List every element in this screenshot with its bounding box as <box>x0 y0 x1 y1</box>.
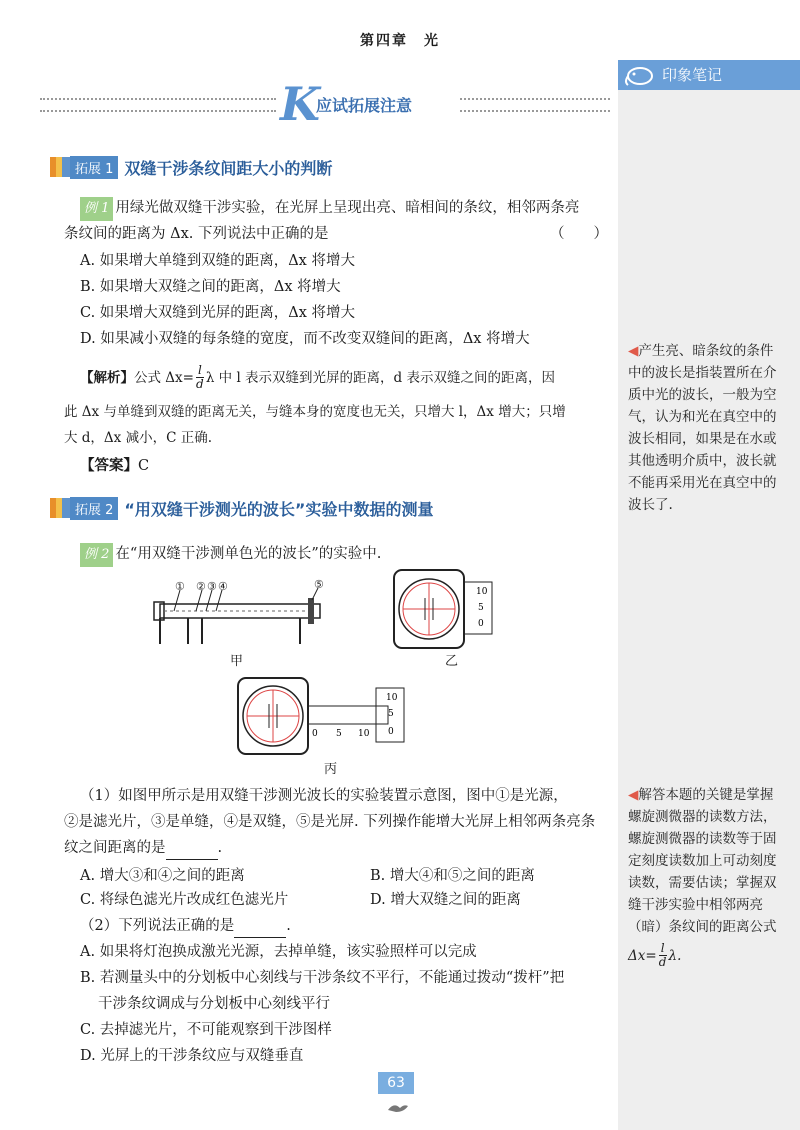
scale-tick: 10 <box>476 587 488 597</box>
example-badge: 例 2 <box>80 543 113 567</box>
sidebar-background <box>618 60 800 1130</box>
q1-option-d: D. 增大双缝之间的距离 <box>370 892 521 908</box>
chapter-header: 第四章 光 <box>360 33 440 49</box>
q2-option-d: D. 光屏上的干涉条纹应与双缝垂直 <box>80 1048 304 1064</box>
side-note-2: ◀解答本题的关键是掌握螺旋测微器的读数方法，螺旋测微器的读数等于固定刻度读数加上可动刻度读数，需要估读；掌握双缝干涉实验中相邻两亮（暗）条纹间的距离公式 Δx= $\frac{l}{d}$ λ. <box>628 787 777 969</box>
example-badge: 例 1 <box>80 197 113 221</box>
triangle-icon: ◀ <box>628 787 639 803</box>
q1-option-b: B. 增大④和⑤之间的距离 <box>370 868 535 884</box>
scale-tick: 5 <box>336 729 342 739</box>
extension-label: 拓展 1 <box>70 156 118 179</box>
option-b: B. 如果增大双缝之间的距离，Δx 将增大 <box>80 279 341 295</box>
scale-tick: 0 <box>478 619 484 629</box>
analysis-line-1: 【解析】 公式 Δx= $\frac{l}{d}$ λ 中 l 表示双缝到光屏的距离，d 表示双缝之间的距离，因 <box>80 363 555 391</box>
scale-tick: 10 <box>386 693 398 703</box>
figure-yi-micrometer <box>392 568 496 652</box>
figure-jia-apparatus <box>150 578 330 648</box>
scale-tick: 0 <box>388 727 394 737</box>
q1-option-c: C. 将绿色滤光片改成红色滤光片 <box>80 892 289 908</box>
elephant-icon <box>624 64 658 86</box>
figure-yi-caption: 乙 <box>445 654 459 669</box>
figure-bing-micrometer <box>236 676 408 756</box>
analysis-line-3: 大 d，Δx 减小，C 正确. <box>64 430 212 446</box>
section-letter: K <box>280 77 320 131</box>
answer-blank <box>234 923 286 938</box>
answer-line: 【答案】C <box>80 457 150 474</box>
q2-option-a: A. 如果将灯泡换成激光光源，去掉单缝，该实验照样可以完成 <box>80 944 477 960</box>
question-1-line-2: ②是滤光片，③是单缝，④是双缝，⑤是光屏. 下列操作能增大光屏上相邻两条亮条 <box>64 814 596 830</box>
dotted-rule-left <box>40 98 276 112</box>
question-1-line-1: （1）如图甲所示是用双缝干涉测光波长的实验装置示意图，图中①是光源， <box>80 788 568 804</box>
label-2: ② <box>196 580 206 593</box>
q2-option-b-cont: 干涉条纹调成与分划板中心刻线平行 <box>98 996 330 1012</box>
extension-2-header <box>50 497 433 519</box>
section-title: 应试拓展注意 <box>315 95 412 115</box>
bird-icon <box>386 1100 410 1116</box>
q2-option-b: B. 若测量头中的分划板中心刻线与干涉条纹不平行，不能通过拨动“拨杆”把 <box>80 970 565 986</box>
sidebar-title: 印象笔记 <box>662 66 723 84</box>
q2-option-c: C. 去掉滤光片，不可能观察到干涉图样 <box>80 1022 332 1038</box>
page-number: 63 <box>378 1072 414 1094</box>
side-note-1: ◀产生亮、暗条纹的条件中的波长是指装置所在介质中光的波长，一般为空气，认为和光在真空中的波长相同，如果是在水或其他透明介质中，波长就不能再采用光在真空中的波长了. <box>628 343 777 513</box>
extension-title: 双缝干涉条纹间距大小的判断 <box>124 158 333 178</box>
scale-tick: 5 <box>478 603 484 613</box>
side-formula: Δx= $\frac{l}{d}$ λ. <box>628 941 682 969</box>
extension-1-header <box>50 156 332 178</box>
option-d: D. 如果减小双缝的每条缝的宽度，而不改变双缝间的距离，Δx 将增大 <box>80 331 530 347</box>
answer-blank <box>166 845 218 860</box>
section-heading <box>40 77 610 131</box>
figure-jia-caption: 甲 <box>230 654 244 669</box>
label-5: ⑤ <box>314 578 324 591</box>
option-a: A. 如果增大单缝到双缝的距离，Δx 将增大 <box>80 253 355 269</box>
scale-tick: 0 <box>312 729 318 739</box>
extension-title: “用双缝干涉测光的波长”实验中数据的测量 <box>124 499 434 519</box>
question-2: （2）下列说法正确的是 . <box>80 914 291 938</box>
analysis-line-2: 此 Δx 与单缝到双缝的距离无关，与缝本身的宽度也无关，只增大 l，Δx 增大；只增 <box>64 404 566 420</box>
label-4: ④ <box>218 580 228 593</box>
book-icon <box>50 498 70 518</box>
scale-tick: 5 <box>388 709 394 719</box>
triangle-icon: ◀ <box>628 343 639 359</box>
label-1: ① <box>175 580 185 593</box>
answer-parentheses: （ ） <box>550 226 608 242</box>
question-1-line-3: 纹之间距离的是 . <box>64 836 222 860</box>
q1-option-a: A. 增大③和④之间的距离 <box>80 868 245 884</box>
dotted-rule-right <box>460 98 610 112</box>
option-c: C. 如果增大双缝到光屏的距离，Δx 将增大 <box>80 305 356 321</box>
extension-label: 拓展 2 <box>70 497 118 520</box>
example-1-stem: 例 1 用绿光做双缝干涉实验，在光屏上呈现出亮、暗相间的条纹，相邻两条亮 <box>80 196 610 221</box>
book-icon <box>50 157 70 177</box>
example-2-stem: 例 2 在“用双缝干涉测单色光的波长”的实验中. <box>80 542 381 567</box>
scale-tick: 10 <box>358 729 370 739</box>
example-1-stem-line2: 条纹间的距离为 Δx. 下列说法中正确的是 <box>64 226 329 242</box>
figure-bing-caption: 丙 <box>324 762 338 777</box>
label-3: ③ <box>207 580 217 593</box>
